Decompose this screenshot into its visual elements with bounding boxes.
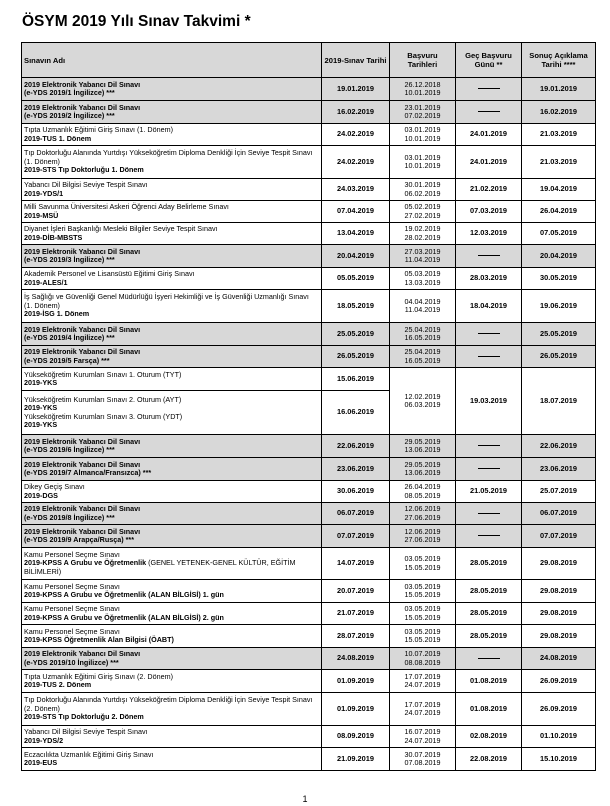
result-date-cell: 25.05.2019	[522, 323, 596, 346]
exam-title: Yükseköğretim Kurumları Sınavı 2. Oturum (AYT)	[24, 394, 182, 404]
result-date-cell: 24.08.2019	[522, 648, 596, 670]
application-start-date: 03.05.2019	[404, 604, 441, 613]
table-row	[22, 323, 596, 346]
table-row	[22, 503, 596, 525]
no-late-application-dash	[478, 535, 500, 536]
application-dates-cell	[390, 648, 456, 670]
exam-date-cell: 06.07.2019	[322, 503, 390, 525]
exam-code: 2019-ALES/1	[24, 277, 68, 287]
table-row	[22, 648, 596, 670]
result-date-cell: 23.06.2019	[522, 458, 596, 481]
exam-name-cell	[22, 179, 322, 201]
exam-date-cell: 19.01.2019	[322, 78, 390, 101]
application-end-date: 08.05.2019	[404, 490, 441, 500]
late-application-cell: 21.02.2019	[456, 179, 522, 201]
late-application-cell: 28.05.2019	[456, 548, 522, 580]
table-row	[22, 748, 596, 771]
table-row	[22, 625, 596, 648]
table-row	[22, 223, 596, 245]
table-row	[22, 78, 596, 101]
application-end-date: 10.01.2019	[404, 88, 441, 97]
no-late-application-dash	[478, 356, 500, 357]
exam-code: 2019-MSÜ	[24, 210, 59, 220]
exam-name-cell	[22, 346, 322, 368]
table-row	[22, 670, 596, 693]
exam-code: 2019-TUS 2. Dönem	[24, 680, 92, 689]
exam-code: 2019-TUS 1. Dönem	[24, 133, 92, 143]
exam-name-cell	[22, 748, 322, 771]
late-application-cell	[456, 648, 522, 670]
application-dates-cell	[390, 179, 456, 201]
late-application-cell	[456, 503, 522, 525]
header-application-dates: Başvuru Tarihleri	[390, 43, 456, 78]
page-number: 1	[302, 794, 308, 804]
exam-code: (e-YDS 2019/7 Almanca/Fransızca) ***	[24, 468, 152, 477]
exam-title: Yabancı Dil Bilgisi Seviye Tespit Sınavı	[24, 727, 148, 736]
late-application-cell	[456, 346, 522, 368]
exam-code: 2019-EUS	[24, 758, 58, 767]
exam-name-cell	[22, 726, 322, 748]
exam-code: 2019 Elektronik Yabancı Dil Sınavı	[24, 102, 141, 112]
exam-name-cell	[22, 625, 322, 648]
application-start-date: 03.01.2019	[404, 125, 441, 134]
application-start-date: 17.07.2019	[404, 671, 441, 681]
application-start-date: 25.04.2019	[404, 347, 441, 356]
application-dates-cell	[390, 323, 456, 346]
exam-code: 2019-STS Tıp Doktorluğu 1. Dönem	[24, 165, 144, 175]
result-date-cell: 07.05.2019	[522, 223, 596, 245]
no-late-application-dash	[478, 445, 500, 446]
no-late-application-dash	[478, 255, 500, 256]
late-application-cell: 01.08.2019	[456, 693, 522, 726]
application-start-date: 03.05.2019	[404, 554, 441, 563]
exam-name-cell	[22, 603, 322, 625]
exam-name-cell	[22, 323, 322, 346]
table-row	[22, 179, 596, 201]
late-application-cell	[456, 525, 522, 548]
application-end-date: 06.03.2019	[404, 400, 441, 409]
application-dates-cell	[390, 458, 456, 481]
application-end-date: 10.01.2019	[404, 133, 441, 143]
application-start-date: 29.05.2019	[404, 459, 441, 469]
exam-date-cell: 01.09.2019	[322, 693, 390, 726]
result-date-cell: 26.09.2019	[522, 693, 596, 726]
table-row	[22, 146, 596, 179]
exam-name-cell	[22, 693, 322, 726]
exam-code: 2019-STS Tıp Doktorluğu 2. Dönem	[24, 712, 144, 722]
application-start-date: 16.07.2019	[404, 727, 441, 736]
exam-name-cell	[22, 481, 322, 503]
exam-date-cell: 23.06.2019	[322, 458, 390, 481]
exam-name-cell	[22, 525, 322, 548]
exam-name-cell	[22, 201, 322, 223]
result-date-cell: 19.06.2019	[522, 290, 596, 323]
exam-code: 2019-İSG 1. Dönem	[24, 309, 90, 319]
exam-name-cell	[22, 290, 322, 323]
exam-date-cell: 13.04.2019	[322, 223, 390, 245]
late-application-cell: 19.03.2019	[456, 368, 522, 435]
application-dates-cell	[390, 503, 456, 525]
application-dates-cell	[390, 748, 456, 771]
exam-name-cell	[22, 580, 322, 603]
application-start-date: 29.05.2019	[404, 436, 441, 446]
application-dates-cell	[390, 548, 456, 580]
no-late-application-dash	[478, 513, 500, 514]
exam-name-cell	[22, 548, 322, 580]
application-start-date: 27.03.2019	[404, 246, 441, 256]
exam-code: 2019 Elektronik Yabancı Dil Sınavı	[24, 459, 141, 469]
application-end-date: 24.07.2019	[404, 708, 441, 717]
application-end-date: 27.06.2019	[404, 535, 441, 544]
result-date-cell: 07.07.2019	[522, 525, 596, 548]
result-date-cell: 22.06.2019	[522, 435, 596, 458]
exam-code: 2019 Elektronik Yabancı Dil Sınavı	[24, 347, 141, 356]
exam-name-cell	[22, 503, 322, 525]
exam-code: (e-YDS 2019/5 Farsça) ***	[24, 355, 110, 365]
exam-subtitle: (GENEL YETENEK-GENEL KÜLTÜR, EĞİTİM BİLİMLERİ)	[24, 558, 296, 576]
application-end-date: 13.06.2019	[404, 468, 441, 477]
exam-code: 2019 Elektronik Yabancı Dil Sınavı	[24, 526, 141, 536]
late-application-cell	[456, 78, 522, 101]
header-exam-name: Sınavın Adı	[22, 43, 322, 78]
application-start-date: 05.03.2019	[404, 269, 441, 278]
application-dates-cell	[390, 124, 456, 146]
exam-date-cell: 16.02.2019	[322, 101, 390, 124]
exam-name-cell	[22, 435, 322, 458]
exam-date-cell: 08.09.2019	[322, 726, 390, 748]
exam-code: 2019-YKS	[24, 378, 58, 387]
late-application-cell	[456, 458, 522, 481]
application-end-date: 16.05.2019	[404, 355, 441, 365]
result-date-cell: 15.10.2019	[522, 748, 596, 771]
exam-title: Kamu Personel Seçme Sınavı	[24, 581, 120, 591]
exam-title: Akademik Personel ve Lisansüstü Eğitimi Giriş Sınavı	[24, 269, 195, 278]
application-start-date: 12.06.2019	[404, 526, 441, 536]
application-start-date: 25.04.2019	[404, 324, 441, 334]
result-date-cell: 18.07.2019	[522, 368, 596, 435]
exam-date-cell: 22.06.2019	[322, 435, 390, 458]
result-date-cell: 25.07.2019	[522, 481, 596, 503]
no-late-application-dash	[478, 333, 500, 334]
exam-code: (e-YDS 2019/9 Arapça/Rusça) ***	[24, 535, 134, 544]
table-row	[22, 435, 596, 458]
exam-code: 2019-YDS/2	[24, 735, 64, 745]
application-dates-cell	[390, 726, 456, 748]
header-row	[22, 43, 596, 78]
application-end-date: 11.04.2019	[404, 255, 441, 264]
application-start-date: 04.04.2019	[404, 296, 441, 306]
table-row	[22, 603, 596, 625]
exam-name-cell	[22, 670, 322, 693]
late-application-cell	[456, 101, 522, 124]
exam-code: 2019 Elektronik Yabancı Dil Sınavı	[24, 246, 141, 256]
exam-name-cell	[22, 368, 322, 391]
application-end-date: 27.06.2019	[404, 512, 441, 522]
late-application-cell	[456, 323, 522, 346]
application-start-date: 30.07.2019	[404, 749, 441, 759]
table-row	[22, 290, 596, 323]
application-dates-cell	[390, 670, 456, 693]
application-start-date: 10.07.2019	[404, 649, 441, 658]
exam-code: (e-YDS 2019/6 İngilizce) ***	[24, 445, 115, 454]
table-row	[22, 201, 596, 223]
exam-date-cell: 05.05.2019	[322, 268, 390, 290]
exam-date-cell: 15.06.2019	[322, 368, 390, 391]
late-application-cell: 22.08.2019	[456, 748, 522, 771]
application-dates-cell	[390, 435, 456, 458]
late-application-cell: 28.05.2019	[456, 603, 522, 625]
late-application-cell: 24.01.2019	[456, 124, 522, 146]
application-end-date: 24.07.2019	[404, 735, 441, 745]
exam-name-cell	[22, 245, 322, 268]
header-late-application: Geç Başvuru Günü **	[456, 43, 522, 78]
application-start-date: 26.04.2019	[404, 482, 441, 491]
exam-code: 2019-KPSS A Grubu ve Öğretmenlik (GENEL YETENEK-GENEL KÜLTÜR, EĞİTİM BİLİMLERİ)	[24, 558, 296, 576]
exam-date-cell: 24.08.2019	[322, 648, 390, 670]
application-end-date: 28.02.2019	[404, 232, 441, 242]
exam-date-cell: 25.05.2019	[322, 323, 390, 346]
exam-name-cell	[22, 648, 322, 670]
exam-title: Yabancı Dil Bilgisi Seviye Tespit Sınavı	[24, 180, 148, 189]
application-start-date: 19.02.2019	[404, 224, 441, 233]
exam-name-cell	[22, 458, 322, 481]
late-application-cell	[456, 245, 522, 268]
exam-code: 2019-YKS	[24, 403, 58, 412]
application-dates-cell	[390, 201, 456, 223]
table-row	[22, 580, 596, 603]
application-start-date: 05.02.2019	[404, 202, 441, 211]
exam-title: Tıp Doktorluğu Alanında Yurtdışı Yükseköğretim Diploma Denkliği İçin Seviye Tespit Sınavı (1. Dönem)	[24, 148, 313, 166]
application-start-date: 23.01.2019	[404, 102, 441, 112]
exam-title: Diyanet İşleri Başkanlığı Mesleki Bilgiler Seviye Tespit Sınavı	[24, 224, 218, 233]
page-title: ÖSYM 2019 Yılı Sınav Takvimi *	[22, 13, 251, 30]
application-end-date: 07.02.2019	[404, 111, 441, 120]
application-start-date: 03.05.2019	[404, 626, 441, 636]
no-late-application-dash	[478, 658, 500, 659]
application-end-date: 11.04.2019	[404, 305, 441, 314]
late-application-cell: 28.03.2019	[456, 268, 522, 290]
table-row	[22, 726, 596, 748]
exam-code: 2019 Elektronik Yabancı Dil Sınavı	[24, 649, 141, 658]
exam-date-cell: 24.03.2019	[322, 179, 390, 201]
late-application-cell: 28.05.2019	[456, 625, 522, 648]
exam-title: Tıp Doktorluğu Alanında Yurtdışı Yükseköğretim Diploma Denkliği İçin Seviye Tespit Sınavı (2. Dönem)	[24, 695, 313, 713]
exam-date-cell: 20.04.2019	[322, 245, 390, 268]
exam-title: Dikey Geçiş Sınavı	[24, 482, 85, 491]
exam-date-cell: 21.07.2019	[322, 603, 390, 625]
application-end-date: 08.08.2019	[404, 657, 441, 667]
late-application-cell: 18.04.2019	[456, 290, 522, 323]
exam-code: (e-YDS 2019/2 İngilizce) ***	[24, 111, 115, 120]
exam-date-cell: 18.05.2019	[322, 290, 390, 323]
exam-name-cell	[22, 124, 322, 146]
application-start-date: 26.12.2018	[404, 79, 441, 89]
exam-date-cell: 21.09.2019	[322, 748, 390, 771]
application-start-date: 12.06.2019	[404, 504, 441, 513]
application-dates-cell	[390, 481, 456, 503]
exam-code: 2019-KPSS A Grubu ve Öğretmenlik (ALAN BİLGİSİ) 2. gün	[24, 612, 224, 622]
exam-code: 2019 Elektronik Yabancı Dil Sınavı	[24, 504, 141, 513]
exam-title: Eczacılıkta Uzmanlık Eğitimi Giriş Sınavı	[24, 749, 154, 759]
exam-date-cell: 26.05.2019	[322, 346, 390, 368]
no-late-application-dash	[478, 88, 500, 89]
application-dates-cell	[390, 346, 456, 368]
application-dates-cell	[390, 625, 456, 648]
application-start-date: 17.07.2019	[404, 699, 441, 709]
result-date-cell: 29.08.2019	[522, 548, 596, 580]
exam-title: Tıpta Uzmanlık Eğitimi Giriş Sınavı (2. Dönem)	[24, 671, 173, 681]
exam-code: (e-YDS 2019/10 İngilizce) ***	[24, 657, 119, 667]
exam-date-cell: 16.06.2019	[322, 391, 390, 435]
exam-title: Yükseköğretim Kurumları Sınavı 1. Oturum (TYT)	[24, 369, 182, 379]
exam-title: İş Sağlığı ve Güvenliği Genel Müdürlüğü İşyeri Hekimliği ve İş Güvenliği Uzmanlığı Sınavı (1. Dönem)	[24, 292, 309, 310]
result-date-cell: 19.04.2019	[522, 179, 596, 201]
application-dates-cell	[390, 146, 456, 179]
exam-date-cell: 30.06.2019	[322, 481, 390, 503]
late-application-cell: 24.01.2019	[456, 146, 522, 179]
no-late-application-dash	[478, 468, 500, 469]
exam-code: 2019 Elektronik Yabancı Dil Sınavı	[24, 324, 141, 334]
result-date-cell: 06.07.2019	[522, 503, 596, 525]
table-row	[22, 245, 596, 268]
exam-name-cell	[22, 146, 322, 179]
exam-title: Kamu Personel Seçme Sınavı	[24, 604, 120, 613]
exam-date-cell: 28.07.2019	[322, 625, 390, 648]
no-late-application-dash	[478, 111, 500, 112]
header-exam-date: 2019-Sınav Tarihi	[322, 43, 390, 78]
table-row	[22, 525, 596, 548]
application-end-date: 13.06.2019	[404, 445, 441, 454]
application-end-date: 13.03.2019	[404, 277, 441, 287]
exam-title: Kamu Personel Seçme Sınavı	[24, 549, 120, 559]
table-row	[22, 368, 596, 391]
late-application-cell: 12.03.2019	[456, 223, 522, 245]
exam-date-cell: 07.04.2019	[322, 201, 390, 223]
application-dates-cell	[390, 693, 456, 726]
exam-code: 2019-KPSS A Grubu ve Öğretmenlik (ALAN BİLGİSİ) 1. gün	[24, 590, 224, 599]
exam-date-cell: 14.07.2019	[322, 548, 390, 580]
exam-name-cell	[22, 391, 322, 435]
application-end-date: 07.08.2019	[404, 758, 441, 767]
application-dates-cell	[390, 580, 456, 603]
application-start-date: 30.01.2019	[404, 180, 441, 189]
result-date-cell: 19.01.2019	[522, 78, 596, 101]
late-application-cell: 28.05.2019	[456, 580, 522, 603]
result-date-cell: 21.03.2019	[522, 124, 596, 146]
exam-code: 2019-YDS/1	[24, 188, 64, 198]
late-application-cell: 01.08.2019	[456, 670, 522, 693]
application-dates-cell	[390, 101, 456, 124]
late-application-cell	[456, 435, 522, 458]
application-dates-cell	[390, 525, 456, 548]
application-end-date: 24.07.2019	[404, 680, 441, 689]
table-row	[22, 458, 596, 481]
exam-title: Yükseköğretim Kurumları Sınavı 3. Oturum (YDT)	[24, 411, 183, 421]
exam-code: 2019 Elektronik Yabancı Dil Sınavı	[24, 79, 141, 89]
exam-calendar-table	[21, 42, 596, 771]
result-date-cell: 16.02.2019	[522, 101, 596, 124]
late-application-cell: 21.05.2019	[456, 481, 522, 503]
application-end-date: 15.05.2019	[404, 612, 441, 622]
application-end-date: 10.01.2019	[404, 161, 441, 170]
application-dates-cell	[390, 290, 456, 323]
result-date-cell: 26.09.2019	[522, 670, 596, 693]
application-dates-cell	[390, 368, 456, 435]
table-row	[22, 481, 596, 503]
exam-title: Tıpta Uzmanlık Eğitimi Giriş Sınavı (1. Dönem)	[24, 125, 173, 134]
exam-code: 2019-DİB-MBSTS	[24, 232, 83, 242]
application-end-date: 27.02.2019	[404, 210, 441, 220]
late-application-cell: 02.08.2019	[456, 726, 522, 748]
table-row	[22, 548, 596, 580]
exam-code: 2019 Elektronik Yabancı Dil Sınavı	[24, 436, 141, 446]
table-row	[22, 693, 596, 726]
result-date-cell: 26.04.2019	[522, 201, 596, 223]
exam-date-cell: 07.07.2019	[322, 525, 390, 548]
application-start-date: 12.02.2019	[404, 391, 441, 401]
result-date-cell: 21.03.2019	[522, 146, 596, 179]
header-result-date: Sonuç Açıklama Tarihi ****	[522, 43, 596, 78]
application-end-date: 16.05.2019	[404, 333, 441, 342]
exam-date-cell: 01.09.2019	[322, 670, 390, 693]
exam-name-cell	[22, 268, 322, 290]
result-date-cell: 29.08.2019	[522, 625, 596, 648]
application-dates-cell	[390, 268, 456, 290]
table-row	[22, 101, 596, 124]
table-row	[22, 346, 596, 368]
exam-code: 2019-YKS	[24, 420, 58, 429]
table-row	[22, 124, 596, 146]
application-start-date: 03.01.2019	[404, 152, 441, 162]
application-end-date: 06.02.2019	[404, 188, 441, 198]
exam-code: (e-YDS 2019/4 İngilizce) ***	[24, 333, 115, 342]
application-end-date: 15.05.2019	[404, 590, 441, 599]
application-dates-cell	[390, 223, 456, 245]
result-date-cell: 20.04.2019	[522, 245, 596, 268]
exam-date-cell: 24.02.2019	[322, 124, 390, 146]
application-start-date: 03.05.2019	[404, 581, 441, 591]
exam-code: 2019-KPSS Öğretmenlik Alan Bilgisi (ÖABT)	[24, 635, 174, 644]
application-dates-cell	[390, 78, 456, 101]
result-date-cell: 26.05.2019	[522, 346, 596, 368]
result-date-cell: 29.08.2019	[522, 603, 596, 625]
exam-date-cell: 24.02.2019	[322, 146, 390, 179]
exam-code: (e-YDS 2019/3 İngilizce) ***	[24, 255, 115, 264]
application-end-date: 15.05.2019	[404, 562, 441, 572]
exam-date-cell: 20.07.2019	[322, 580, 390, 603]
exam-name-cell	[22, 223, 322, 245]
result-date-cell: 01.10.2019	[522, 726, 596, 748]
table-row	[22, 268, 596, 290]
exam-code: (e-YDS 2019/8 İngilizce) ***	[24, 512, 115, 522]
exam-title: Kamu Personel Seçme Sınavı	[24, 626, 120, 636]
exam-code: 2019-DGS	[24, 490, 58, 500]
exam-name-cell	[22, 78, 322, 101]
application-end-date: 15.05.2019	[404, 635, 441, 644]
exam-title: Milli Savunma Üniversitesi Askeri Öğrenci Aday Belirleme Sınavı	[24, 202, 229, 211]
application-dates-cell	[390, 245, 456, 268]
result-date-cell: 29.08.2019	[522, 580, 596, 603]
application-dates-cell	[390, 603, 456, 625]
late-application-cell: 07.03.2019	[456, 201, 522, 223]
exam-code: (e-YDS 2019/1 İngilizce) ***	[24, 88, 115, 97]
exam-name-cell	[22, 101, 322, 124]
result-date-cell: 30.05.2019	[522, 268, 596, 290]
